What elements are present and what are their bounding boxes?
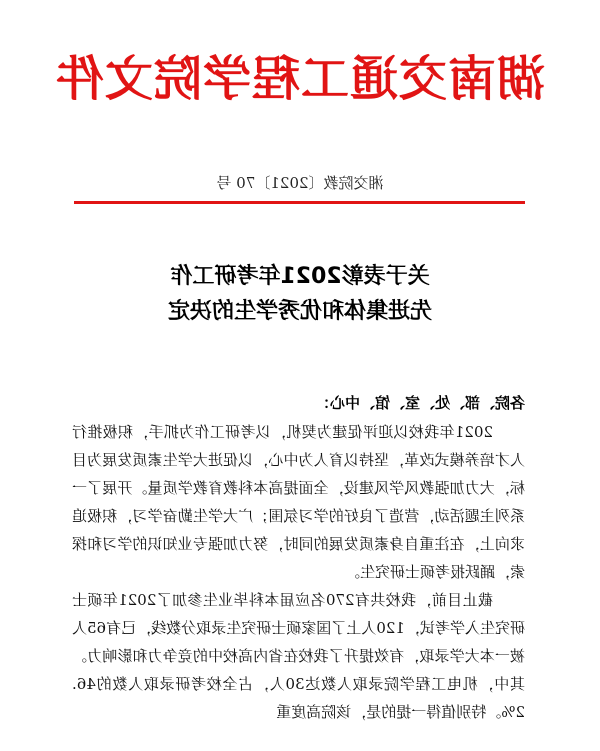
document-title-line-2: 先进集体和优秀学生的决定 [168,299,433,324]
document-body [72,418,525,726]
salutation: 各院、部、处、室、馆、中心： [314,394,525,412]
document-masthead: 湖南交通工程学院文件 [55,51,546,107]
body-paragraph-1: 2021年我校以迎评促建为契机，以考研工作为抓手，积极推行人才培养模式改革，坚持以育人为中心，以促进大学生素质发展为目标，大力加强教风学风建设，全面提高本科教育教学质量。开展了一系列主题活动，营造了良好的学习氛围；广大学生勤奋学习，积极追求向上，在注重自身素质发展的同时，努力加强专业知识的学习和探索，踊跃报考硕士研究生。 [72,423,525,581]
body-paragraph-2: 截止目前，我校共有270名应届本科毕业生参加了2021年硕士研究生入学考试，120人上了国家硕士研究生录取分数线，已有65人被一本大学录取，有效提升了我校在省内高校中的竞争力和影响力。其中，机电工程学院录取人数达30人，占全校考研录取人数的46.2%。特别值得一提的是，该院高度重 [72,591,525,721]
document-number: 湘交院教〔2021〕70 号 [216,174,384,192]
red-divider-line [74,201,525,204]
document-title-line-1: 关于表彰2021年考研工作 [170,264,430,289]
